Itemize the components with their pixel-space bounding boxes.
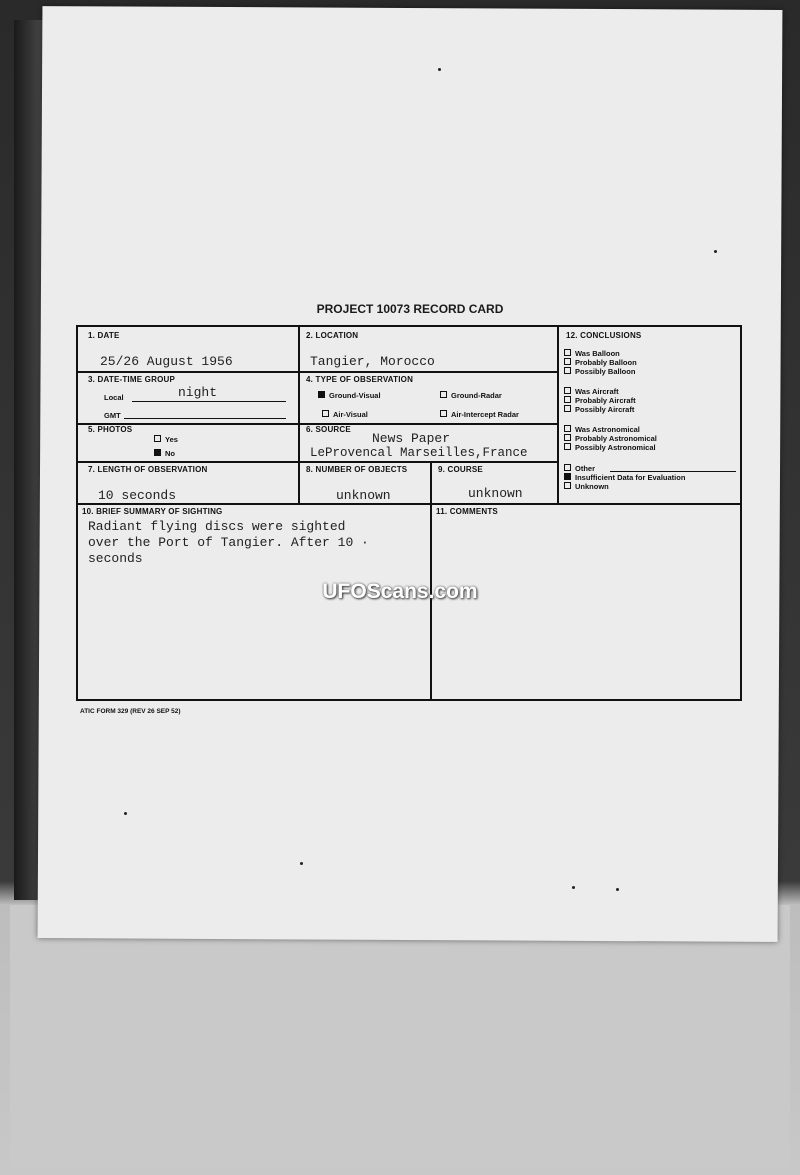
- summary-line: Radiant flying discs were sighted: [88, 519, 346, 534]
- paper-speck: [124, 812, 127, 815]
- checkbox: [154, 435, 161, 442]
- watermark: UFOScans.com: [322, 580, 478, 603]
- conclusion-insufficient-data[interactable]: Insufficient Data for Evaluation: [564, 473, 685, 482]
- photos-label: 5. PHOTOS: [88, 425, 133, 434]
- photos-no[interactable]: No: [154, 449, 175, 458]
- checkbox: [564, 387, 571, 394]
- summary-label: 10. BRIEF SUMMARY OF SIGHTING: [82, 507, 223, 516]
- source-line1: News Paper: [372, 431, 451, 446]
- type-of-observation-label: 4. TYPE OF OBSERVATION: [306, 375, 414, 384]
- card-title: PROJECT 10073 RECORD CARD: [316, 302, 504, 316]
- gmt-underline: [124, 418, 286, 419]
- option-ground-visual[interactable]: Ground-Visual: [318, 391, 381, 400]
- scanner-bed: [10, 905, 790, 1167]
- conclusion-was-aircraft[interactable]: Was Aircraft: [564, 387, 619, 396]
- paper-speck: [438, 68, 441, 71]
- source-line2: LeProvencal Marseilles,France: [310, 446, 528, 460]
- comments-label: 11. COMMENTS: [436, 507, 498, 516]
- number-of-objects-label: 8. NUMBER OF OBJECTS: [306, 465, 408, 474]
- conclusion-unknown[interactable]: Unknown: [564, 482, 609, 491]
- conclusion-other[interactable]: Other: [564, 464, 595, 473]
- checkbox: [322, 410, 329, 417]
- other-underline: [610, 471, 736, 472]
- checkbox: [564, 358, 571, 365]
- paper-speck: [300, 862, 303, 865]
- divider: [78, 371, 557, 373]
- photos-yes[interactable]: Yes: [154, 435, 178, 444]
- paper-speck: [616, 888, 619, 891]
- form-id: ATIC FORM 329 (REV 26 SEP 52): [80, 708, 181, 715]
- checkbox: [564, 425, 571, 432]
- option-ground-radar[interactable]: Ground-Radar: [440, 391, 502, 400]
- conclusion-possibly-balloon[interactable]: Possibly Balloon: [564, 367, 635, 376]
- conclusion-was-balloon[interactable]: Was Balloon: [564, 349, 620, 358]
- checkbox: [564, 464, 571, 471]
- local-underline: [132, 401, 286, 402]
- checkbox: [564, 405, 571, 412]
- conclusion-probably-aircraft[interactable]: Probably Aircraft: [564, 396, 636, 405]
- length-value: 10 seconds: [98, 488, 177, 503]
- checkbox: [564, 349, 571, 356]
- checkbox-checked: [154, 449, 161, 456]
- checkbox: [440, 410, 447, 417]
- location-label: 2. LOCATION: [306, 331, 359, 340]
- summary-line: seconds: [88, 551, 143, 566]
- date-value: 25/26 August 1956: [100, 354, 233, 369]
- checkbox: [564, 396, 571, 403]
- conclusion-probably-balloon[interactable]: Probably Balloon: [564, 358, 637, 367]
- checkbox: [564, 482, 571, 489]
- number-of-objects-value: unknown: [336, 488, 391, 503]
- record-card: [76, 325, 742, 701]
- checkbox: [564, 434, 571, 441]
- divider: [298, 327, 300, 505]
- local-label: Local: [104, 393, 124, 402]
- divider: [557, 327, 559, 505]
- date-time-group-label: 3. DATE-TIME GROUP: [88, 375, 176, 384]
- date-label: 1. DATE: [88, 331, 120, 340]
- checkbox-checked: [564, 473, 571, 480]
- local-value: night: [178, 385, 218, 400]
- summary-line: over the Port of Tangier. After 10 ·: [88, 535, 369, 550]
- paper-speck: [714, 250, 717, 253]
- paper-speck: [572, 886, 575, 889]
- length-label: 7. LENGTH OF OBSERVATION: [88, 465, 208, 474]
- gmt-label: GMT: [104, 411, 121, 420]
- option-air-visual[interactable]: Air-Visual: [322, 410, 368, 419]
- divider: [78, 461, 557, 463]
- divider: [78, 503, 742, 505]
- location-value: Tangier, Morocco: [310, 354, 435, 369]
- conclusion-was-astronomical[interactable]: Was Astronomical: [564, 425, 640, 434]
- checkbox: [564, 443, 571, 450]
- source-label: 6. SOURCE: [306, 425, 351, 434]
- checkbox: [440, 391, 447, 398]
- checkbox: [564, 367, 571, 374]
- option-air-intercept-radar[interactable]: Air-Intercept Radar: [440, 410, 519, 419]
- checkbox-checked: [318, 391, 325, 398]
- course-label: 9. COURSE: [438, 465, 483, 474]
- conclusion-possibly-aircraft[interactable]: Possibly Aircraft: [564, 405, 634, 414]
- course-value: unknown: [468, 486, 523, 501]
- conclusion-probably-astronomical[interactable]: Probably Astronomical: [564, 434, 657, 443]
- conclusions-label: 12. CONCLUSIONS: [566, 331, 642, 340]
- conclusion-possibly-astronomical[interactable]: Possibly Astronomical: [564, 443, 656, 452]
